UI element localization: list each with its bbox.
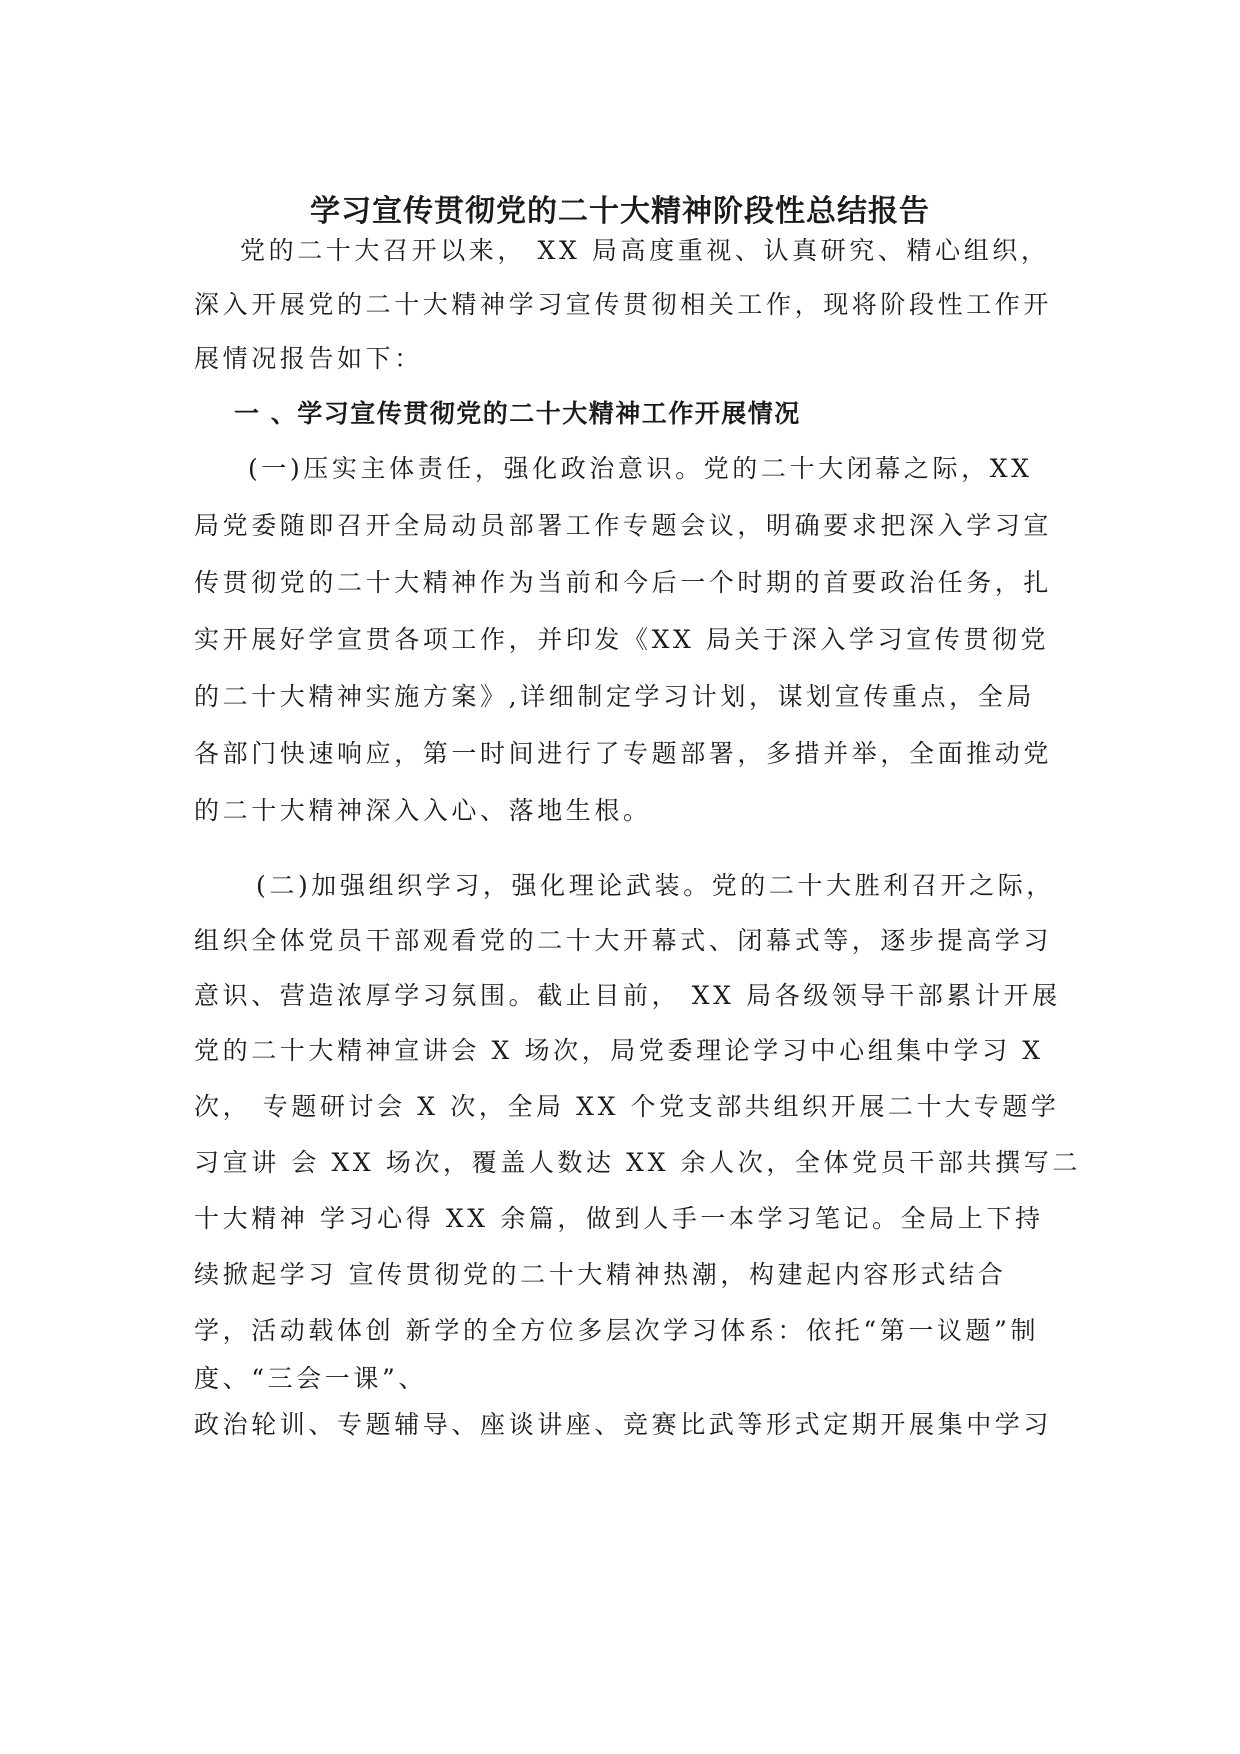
para2-line-3: 意识、营造浓厚学习氛围。截止目前， XX 局各级领导干部累计开展 [194,981,1061,1010]
intro-line-3: 展情况报告如下： [194,344,423,373]
section-heading: 一 、学习宣传贯彻党的二十大精神工作开展情况 [234,399,801,428]
para2-line-4: 党的二十大精神宣讲会 X 场次，局党委理论学习中心组集中学习 X [194,1036,1044,1065]
intro-line-2: 深入开展党的二十大精神学习宣传贯彻相关工作，现将阶段性工作开 [194,290,1053,319]
para1-line-3: 传贯彻党的二十大精神作为当前和今后一个时期的首要政治任务，扎 [194,568,1053,597]
document-title: 学习宣传贯彻党的二十大精神阶段性总结报告 [310,194,930,229]
para2-line-2: 组织全体党员干部观看党的二十大开幕式、闭幕式等，逐步提高学习 [194,926,1053,955]
para2-line-7: 十大精神 学习心得 XX 余篇，做到人手一本学习笔记。全局上下持 [194,1204,1044,1233]
para2-line-11: 政治轮训、专题辅导、座谈讲座、竞赛比武等形式定期开展集中学习 [194,1410,1053,1439]
para1-line-5: 的二十大精神实施方案》,详细制定学习计划，谋划宣传重点，全局 [194,682,1035,711]
intro-line-1: 党的二十大召开以来， XX 局高度重视、认真研究、精心组织， [240,236,1050,265]
para1-line-4: 实开展好学宣贯各项工作，并印发《XX 局关于深入学习宣传贯彻党 [194,625,1050,654]
para2-line-5: 次， 专题研讨会 X 次，全局 XX 个党支部共组织开展二十大专题学 [194,1092,1060,1121]
para1-line-6: 各部门快速响应，第一时间进行了专题部署，多措并举，全面推动党 [194,739,1053,768]
para1-line-1: (一)压实主体责任，强化政治意识。党的二十大闭幕之际，XX [248,454,1033,483]
para2-line-10: 度、“三会一课”、 [194,1364,427,1393]
para2-line-9: 学，活动载体创 新学的全方位多层次学习体系：依托“第一议题”制 [194,1316,1040,1345]
para2-line-1: (二)加强组织学习，强化理论武装。党的二十大胜利召开之际， [256,871,1055,900]
para2-line-8: 续掀起学习 宣传贯彻党的二十大精神热潮，构建起内容形式结合 [194,1260,1007,1289]
para1-line-2: 局党委随即召开全局动员部署工作专题会议，明确要求把深入学习宣 [194,511,1053,540]
para2-line-6: 习宣讲 会 XX 场次，覆盖人数达 XX 余人次，全体党员干部共撰写二 [194,1148,1081,1177]
para1-line-7: 的二十大精神深入入心、落地生根。 [194,796,652,825]
